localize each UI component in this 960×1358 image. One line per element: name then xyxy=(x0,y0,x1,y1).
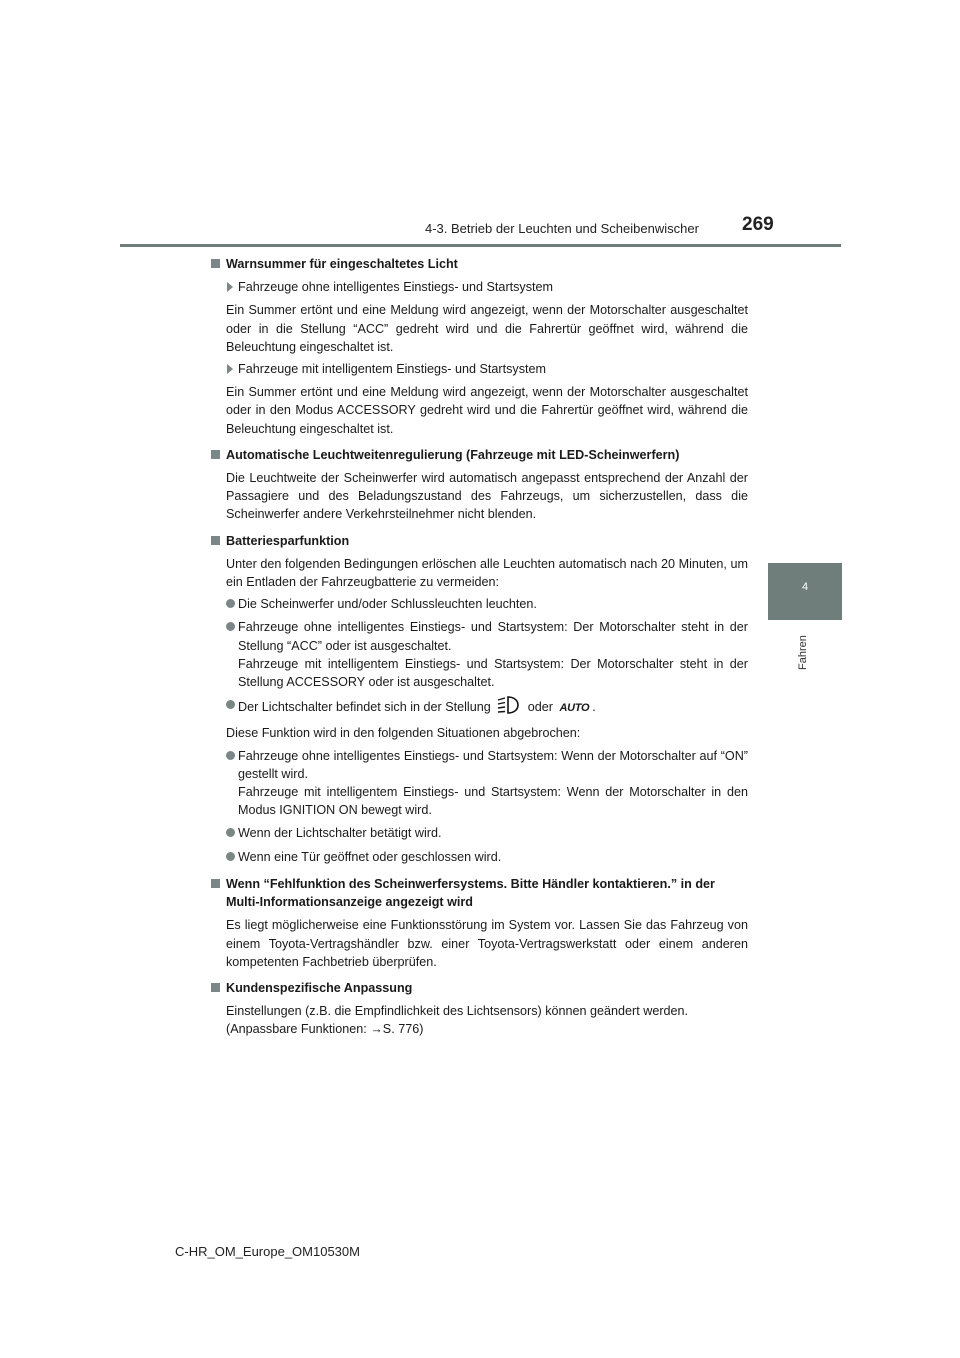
heading-customization xyxy=(210,979,748,997)
paragraph: Einstellungen (z.B. die Empfindlichkeit des Lichtsensors) können geändert werden. xyxy=(226,1004,689,1019)
heading-text: Wenn “Fehlfunktion des Scheinwerfersystems. Bitte Händler kontaktieren.” in der Multi-Informationsanzeige angezeigt wird xyxy=(226,876,715,910)
heading-text: Warnsummer für eingeschaltetes Licht xyxy=(226,257,458,271)
list-item-text: Der Lichtschalter befindet sich in der Stellung xyxy=(238,700,491,715)
circle-bullet-icon xyxy=(226,751,235,760)
main-content xyxy=(210,255,748,1043)
square-bullet-icon xyxy=(211,879,220,888)
heading-warning-buzzer xyxy=(210,255,748,273)
circle-bullet-icon xyxy=(226,852,235,861)
chapter-label: Fahren xyxy=(797,635,809,670)
cross-reference: (Anpassbare Funktionen: →S. 776) xyxy=(226,1022,424,1037)
circle-bullet-icon xyxy=(226,700,235,709)
square-bullet-icon xyxy=(211,983,220,992)
list-item-text: Wenn der Lichtschalter betätigt wird. xyxy=(238,826,442,841)
footer-doc-id: C-HR_OM_Europe_OM10530M xyxy=(175,1244,360,1259)
paragraph: Ein Summer ertönt und eine Meldung wird angezeigt, wenn der Motorschalter ausgeschaltet oder in die Stellung “ACC” gedreht wird und die Fahrertür geöffnet wird, während die Beleuchtung eingeschaltet ist. xyxy=(226,303,748,354)
heading-malfunction xyxy=(210,875,748,911)
list-item xyxy=(226,696,748,719)
square-bullet-icon xyxy=(211,536,220,545)
circle-bullet-icon xyxy=(226,599,235,608)
page-number: 269 xyxy=(742,214,774,235)
list-item-text: Wenn eine Tür geöffnet oder geschlossen wird. xyxy=(238,849,502,864)
heading-auto-leveling xyxy=(210,446,748,464)
running-header-section: 4-3. Betrieb der Leuchten und Scheibenwischer xyxy=(425,221,699,236)
circle-bullet-icon xyxy=(226,622,235,631)
list-item-text: oder xyxy=(527,700,553,715)
list-item-text: . xyxy=(592,700,596,715)
sub-item-text: Fahrzeuge mit intelligentem Einstiegs- und Startsystem xyxy=(238,362,546,377)
paragraph: Es liegt möglicherweise eine Funktionsstörung im System vor. Lassen Sie das Fahrzeug von einem Toyota-Vertragshändler bzw. einer Toyota-Vertragswerkstatt oder einem anderen kompetenten Fachbetrieb überprüfen. xyxy=(226,918,748,969)
triangle-bullet-icon xyxy=(227,282,233,292)
heading-text: Kundenspezifische Anpassung xyxy=(226,980,413,995)
heading-text: Batteriesparfunktion xyxy=(226,533,350,548)
paragraph: Unter den folgenden Bedingungen erlöschen alle Leuchten automatisch nach 20 Minuten, um ein Entladen der Fahrzeugbatterie zu vermeiden: xyxy=(226,556,748,590)
paragraph: Die Leuchtweite der Scheinwerfer wird automatisch angepasst entsprechend der Anzahl der Passagiere und des Beladungszustand des Fahrzeugs, um sicherzustellen, dass die Scheinwerfer andere Verkehrsteilnehmer nicht blenden. xyxy=(226,471,748,522)
list-item-text: Fahrzeuge ohne intelligentes Einstiegs- und Startsystem: Wenn der Motorschalter auf “ON” gestellt wird. xyxy=(238,748,748,781)
chapter-number: 4 xyxy=(801,581,809,593)
sub-item xyxy=(226,278,748,296)
list-item-text: Die Scheinwerfer und/oder Schlussleuchten leuchten. xyxy=(238,597,537,612)
chapter-tab xyxy=(768,563,842,620)
list-item xyxy=(226,595,748,613)
circle-bullet-icon xyxy=(226,828,235,837)
auto-icon: AUTO xyxy=(559,701,590,714)
list-item-text: Fahrzeuge ohne intelligentes Einstiegs- und Startsystem: Der Motorschalter steht in der Stellung “ACC” oder ist ausgeschaltet. xyxy=(238,620,748,653)
list-item xyxy=(226,618,748,691)
list-item-text: Fahrzeuge mit intelligentem Einstiegs- und Startsystem: Wenn der Motorschalter in den Modus IGNITION ON bewegt wird. xyxy=(238,785,748,818)
sub-item xyxy=(226,360,748,378)
heading-battery-saver xyxy=(210,532,748,550)
list-item-text: Fahrzeuge mit intelligentem Einstiegs- und Startsystem: Der Motorschalter steht in der Stellung ACCESSORY oder ist ausgeschaltet. xyxy=(238,656,748,690)
list-item xyxy=(226,824,748,842)
paragraph: Ein Summer ertönt und eine Meldung wird angezeigt, wenn der Motorschalter ausgeschaltet oder in den Modus ACCESSORY gedreht wird und die Fahrertür geöffnet wird, während die Beleuchtung eingeschaltet ist. xyxy=(226,385,748,436)
header-rule xyxy=(120,244,841,247)
square-bullet-icon xyxy=(211,450,220,459)
sub-item-text: Fahrzeuge ohne intelligentes Einstiegs- und Startsystem xyxy=(238,280,554,295)
list-item xyxy=(226,848,748,866)
paragraph: Diese Funktion wird in den folgenden Situationen abgebrochen: xyxy=(226,726,581,741)
headlight-icon xyxy=(497,696,521,719)
heading-text: Automatische Leuchtweitenregulierung (Fahrzeuge mit LED-Scheinwerfern) xyxy=(226,447,680,462)
square-bullet-icon xyxy=(211,259,220,268)
list-item xyxy=(226,747,748,820)
triangle-bullet-icon xyxy=(227,364,233,374)
